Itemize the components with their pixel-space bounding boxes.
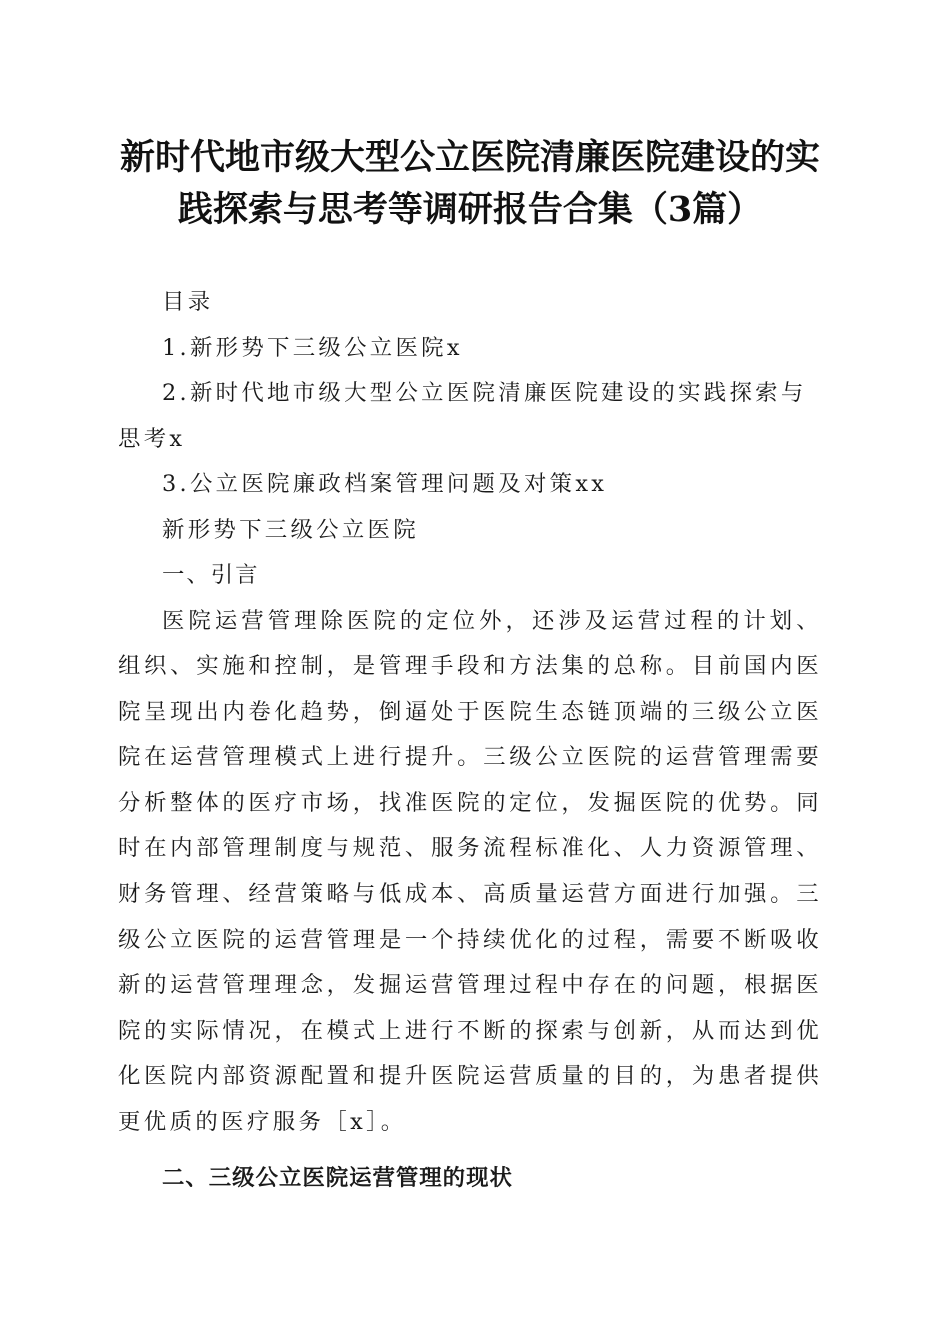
document-title-line-2: 践探索与思考等调研报告合集（3篇）	[177, 189, 763, 230]
article-title: 新形势下三级公立医院	[162, 516, 419, 543]
section-1-heading: 一、引言	[162, 562, 260, 588]
document-title	[118, 132, 822, 236]
toc-heading: 目录	[162, 289, 214, 315]
toc-item-1: 1.新形势下三级公立医院x	[162, 334, 463, 361]
table-of-contents	[118, 280, 822, 508]
section-2-heading: 二、三级公立医院运营管理的现状	[162, 1164, 513, 1191]
document-page	[118, 132, 822, 1201]
toc-item-2: 2.新时代地市级大型公立医院清廉医院建设的实践探索与思考x	[118, 380, 807, 452]
document-title-line-1: 新时代地市级大型公立医院清廉医院建设的实	[119, 137, 820, 178]
toc-item-3: 3.公立医院廉政档案管理问题及对策xx	[162, 471, 608, 497]
section-1-paragraph: 医院运营管理除医院的定位外，还涉及运营过程的计划、组织、实施和控制，是管理手段和方法集的总称。目前国内医院呈现出内卷化趋势，倒逼处于医院生态链顶端的三级公立医院在运营管理模式上进行提升。三级公立医院的运营管理需要分析整体的医疗市场，找准医院的定位，发掘医院的优势。同时在内部管理制度与规范、服务流程标准化、人力资源管理、财务管理、经营策略与低成本、高质量运营方面进行加强。三级公立医院的运营管理是一个持续优化的过程，需要不断吸收新的运营管理理念，发掘运营管理过程中存在的问题，根据医院的实际情况，在模式上进行不断的探索与创新，从而达到优化医院内部资源配置和提升医院运营质量的目的，为患者提供更优质的医疗服务［x］。	[118, 607, 822, 1136]
